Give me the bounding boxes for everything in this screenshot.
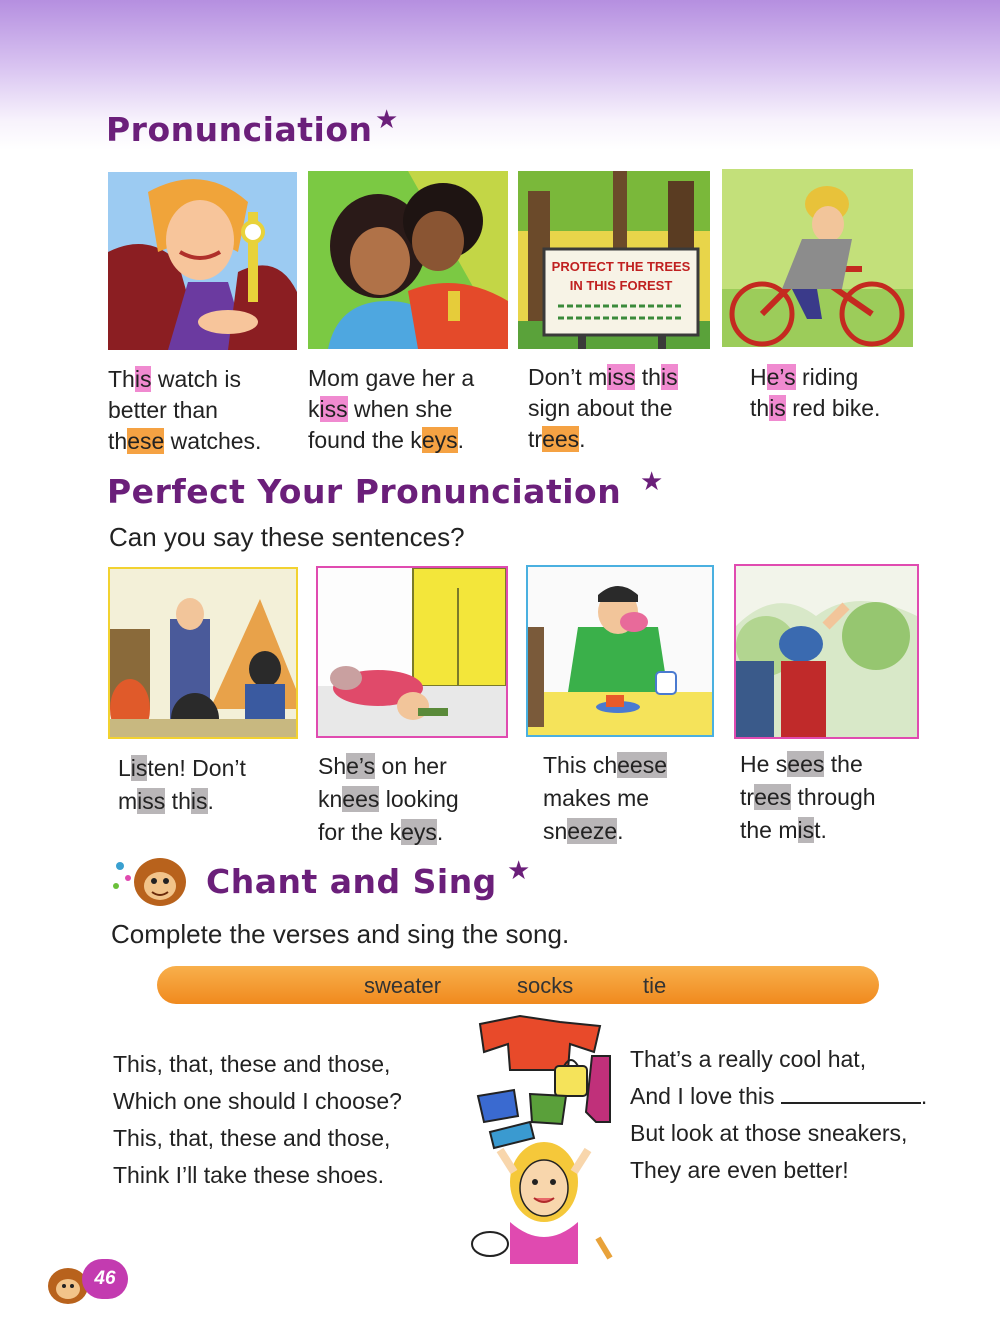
verse-line: Think I’ll take these shoes. (113, 1162, 385, 1188)
caption-text: kn (318, 786, 343, 812)
highlighted-sound: is (134, 366, 152, 392)
caption-text: looking (379, 786, 459, 812)
perfect-subtitle: Can you say these sentences? (109, 522, 465, 552)
highlighted-sound: is (660, 364, 678, 390)
caption-line (740, 814, 876, 847)
chant-heading: Chant and Sing (206, 862, 497, 901)
verse-right (630, 1041, 927, 1189)
caption-text: . (436, 819, 444, 845)
caption-listen (118, 752, 246, 818)
caption-watch (108, 364, 261, 457)
caption-kiss (308, 363, 474, 456)
highlighted-sound: is (797, 817, 815, 843)
caption-text: makes me (543, 785, 650, 811)
highlighted-sound: e’s (346, 753, 376, 779)
caption-text: the m (740, 817, 798, 843)
verse-line-end: . (920, 1083, 928, 1109)
caption-text: . (579, 426, 586, 452)
caption-text: th (108, 428, 128, 454)
highlighted-sound: ees (787, 751, 825, 777)
caption-text: t. (814, 817, 827, 843)
caption-line (528, 362, 678, 393)
word-bank-bar (157, 966, 879, 1004)
picture-knees (316, 566, 508, 738)
caption-line (740, 781, 876, 814)
highlighted-sound: iss (137, 788, 166, 814)
star-icon: ★ (375, 104, 399, 134)
caption-text: ten! Don’t (147, 755, 246, 781)
clothes-girl-illustration (470, 1012, 620, 1264)
caption-text: red bike. (785, 395, 881, 421)
highlighted-sound: is (190, 788, 208, 814)
caption-cheese (543, 749, 667, 848)
caption-line (108, 426, 261, 457)
caption-text: tr (528, 426, 543, 452)
chant-subtitle: Complete the verses and sing the song. (111, 919, 570, 949)
highlighted-sound: ees (542, 426, 580, 452)
caption-text: found the k (308, 427, 422, 453)
fill-in-blank[interactable] (781, 1084, 921, 1104)
verse-line: But look at those sneakers, (630, 1120, 908, 1146)
caption-line (528, 424, 678, 455)
verse-line-with-blank (630, 1078, 927, 1115)
picture-bike (722, 169, 913, 347)
caption-trees-mist (740, 748, 876, 847)
highlighted-sound: eeze (567, 818, 618, 844)
monkey-icon (108, 852, 196, 910)
highlighted-sound: e’s (766, 364, 796, 390)
verse-line: Which one should I choose? (113, 1088, 402, 1114)
picture-watch (108, 172, 297, 350)
forest-sign-text (544, 257, 698, 295)
caption-line (543, 815, 667, 848)
caption-line (528, 393, 678, 424)
verse-left (113, 1046, 402, 1194)
picture-forest-sign (518, 171, 710, 349)
picture-kiss (308, 171, 508, 349)
caption-text: Mom gave her a (308, 365, 475, 391)
caption-line (543, 782, 667, 815)
caption-text: when she (347, 396, 453, 422)
caption-knees (318, 750, 459, 849)
caption-text: sign about the (528, 395, 673, 421)
highlighted-sound: eys (421, 427, 458, 453)
caption-text: watch is (151, 366, 241, 392)
caption-forest (528, 362, 678, 455)
caption-bike (750, 362, 880, 424)
highlighted-sound: ees (754, 784, 792, 810)
caption-text: m (118, 788, 138, 814)
highlighted-sound: eys (401, 819, 437, 845)
caption-text: th (750, 395, 770, 421)
highlighted-sound: is (769, 395, 786, 421)
caption-line (543, 749, 667, 782)
caption-text: watches. (164, 428, 262, 454)
caption-line (740, 748, 876, 781)
caption-text: on her (375, 753, 447, 779)
caption-line (118, 785, 246, 818)
star-icon: ★ (507, 855, 531, 885)
caption-text: Don’t m (528, 364, 608, 390)
caption-text: k (308, 396, 320, 422)
caption-line (318, 750, 459, 783)
highlighted-sound: ese (127, 428, 165, 454)
word-bank-item: tie (643, 973, 667, 998)
picture-listen (108, 567, 298, 739)
caption-text: H (750, 364, 767, 390)
caption-line (308, 363, 474, 394)
caption-text: Th (108, 366, 135, 392)
pronunciation-heading: Pronunciation (106, 110, 373, 149)
verse-line: And I love this (630, 1083, 775, 1109)
caption-text: better than (108, 397, 218, 423)
highlighted-sound: ees (342, 786, 380, 812)
highlighted-sound: is (130, 755, 148, 781)
caption-text: through (791, 784, 876, 810)
caption-line (108, 364, 261, 395)
caption-text: riding (795, 364, 859, 390)
highlighted-sound: iss (607, 364, 636, 390)
picture-sneeze (526, 565, 714, 737)
caption-text: . (207, 788, 214, 814)
highlighted-sound: eese (617, 752, 668, 778)
caption-text: . (617, 818, 624, 844)
caption-line (750, 393, 880, 424)
caption-text: th (635, 364, 661, 390)
caption-text: for the k (318, 819, 402, 845)
caption-text: . (457, 427, 464, 453)
caption-text: He s (740, 751, 788, 777)
word-bank-item: socks (517, 973, 574, 998)
verse-line: This, that, these and those, (113, 1051, 391, 1077)
star-icon: ★ (640, 466, 664, 496)
caption-line (318, 783, 459, 816)
verse-line: They are even better! (630, 1157, 849, 1183)
sign-line-2: IN THIS FOREST (569, 278, 673, 293)
word-bank-item: sweater (364, 973, 442, 998)
caption-line (308, 425, 474, 456)
caption-line (750, 362, 880, 393)
caption-text: This ch (543, 752, 618, 778)
caption-text: tr (740, 784, 755, 810)
verse-line: That’s a really cool hat, (630, 1046, 867, 1072)
caption-text: L (118, 755, 131, 781)
caption-text: the (824, 751, 863, 777)
caption-line (318, 816, 459, 849)
caption-line (108, 395, 261, 426)
caption-text: Sh (318, 753, 347, 779)
picture-trees-mist (734, 564, 919, 739)
verse-line: This, that, these and those, (113, 1125, 391, 1151)
caption-line (118, 752, 246, 785)
highlighted-sound: iss (319, 396, 348, 422)
caption-line (308, 394, 474, 425)
sign-line-1: PROTECT THE TREES (551, 259, 691, 274)
caption-text: sn (543, 818, 568, 844)
page-number: 46 (82, 1259, 128, 1299)
perfect-heading: Perfect Your Pronunciation (107, 472, 622, 511)
caption-text: th (165, 788, 191, 814)
